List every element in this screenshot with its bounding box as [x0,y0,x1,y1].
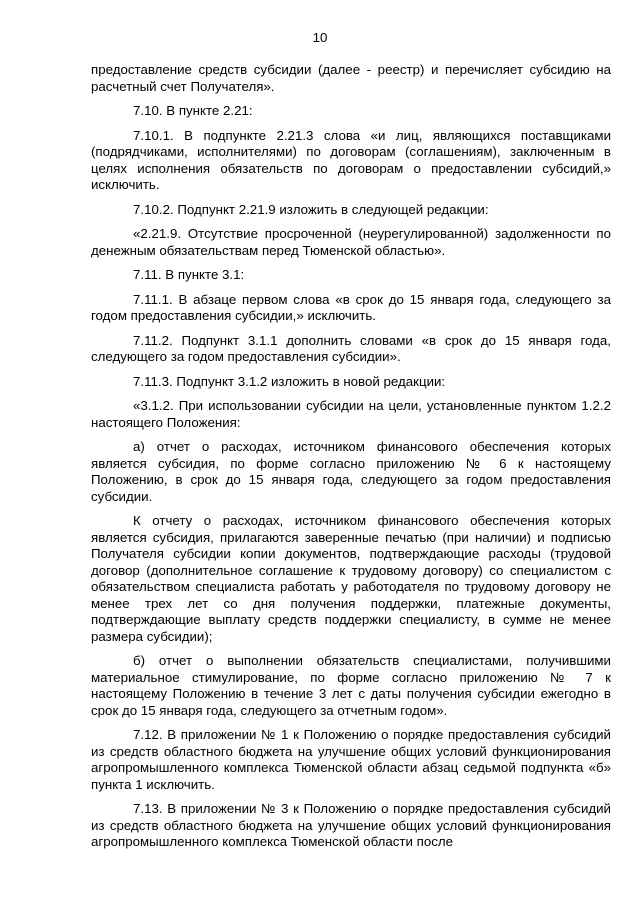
paragraph-item-a: а) отчет о расходах, источником финансового обеспечения которых является субсидия, по форме согласно приложению № 6 к настоящему Положению, в срок до 15 января года, следующего за годом предоставления субсидии. [91,439,611,504]
document-body [91,62,611,859]
paragraph-7-11-3: 7.11.3. Подпункт 3.1.2 изложить в новой редакции: [133,373,446,389]
paragraph-continuation: предоставление средств субсидии (далее - реестр) и перечисляет субсидию на расчетный счет Получателя». [91,62,611,94]
paragraph-item-b: б) отчет о выполнении обязательств специалистами, получившими материальное стимулирование, по форме согласно приложению № 7 к настоящему Положению в течение 3 лет с даты получения субсидии ежегодно в срок до 15 января года, следующего за отчетным годом». [91,653,611,718]
paragraph-2-21-9-quote: «2.21.9. Отсутствие просроченной (неурегулированной) задолженности по денежным обязательствам перед Тюменской областью». [91,226,611,258]
paragraph-7-10-2: 7.10.2. Подпункт 2.21.9 изложить в следующей редакции: [133,201,489,217]
paragraph-3-1-2-quote: «3.1.2. При использовании субсидии на цели, установленные пунктом 1.2.2 настоящего Положения: [91,398,611,430]
paragraph-7-12: 7.12. В приложении № 1 к Положению о порядке предоставления субсидий из средств областного бюджета на улучшение общих условий функционирования агропромышленного комплекса Тюменской области абзац седьмой подпункта «б» пункта 1 исключить. [91,727,611,792]
paragraph-report-attachments: К отчету о расходах, источником финансового обеспечения которых является субсидия, прилагаются заверенные печатью (при наличии) и подписью Получателя субсидии копии документов, подтверждающие расходы (трудовой договор (дополнительное соглашение к трудовому договору) со специалистом с обязательством специалиста работать у работодателя по трудовому договору не менее трех лет со дня получения поддержки, платежные документы, подтверждающие выплату средств поддержки специалисту, в сумме не менее размера субсидии); [91,513,611,644]
paragraph-7-10: 7.10. В пункте 2.21: [133,103,253,118]
page-number: 10 [312,30,328,45]
paragraph-7-11: 7.11. В пункте 3.1: [133,267,245,282]
paragraph-7-11-2: 7.11.2. Подпункт 3.1.1 дополнить словами «в срок до 15 января года, следующего за годом предоставления субсидии». [91,332,611,364]
paragraph-7-10-1: 7.10.1. В подпункте 2.21.3 слова «и лиц, являющихся поставщиками (подрядчиками, исполнителями) по договорам (соглашениям), заключенным в целях исполнения обязательств по договорам о предоставлении субсидий,» исключить. [91,127,611,192]
paragraph-7-11-1: 7.11.1. В абзаце первом слова «в срок до 15 января года, следующего за годом предоставления субсидии,» исключить. [91,291,611,323]
paragraph-7-13: 7.13. В приложении № 3 к Положению о порядке предоставления субсидий из средств областного бюджета на улучшение общих условий функционирования агропромышленного комплекса Тюменской области после [91,801,611,849]
